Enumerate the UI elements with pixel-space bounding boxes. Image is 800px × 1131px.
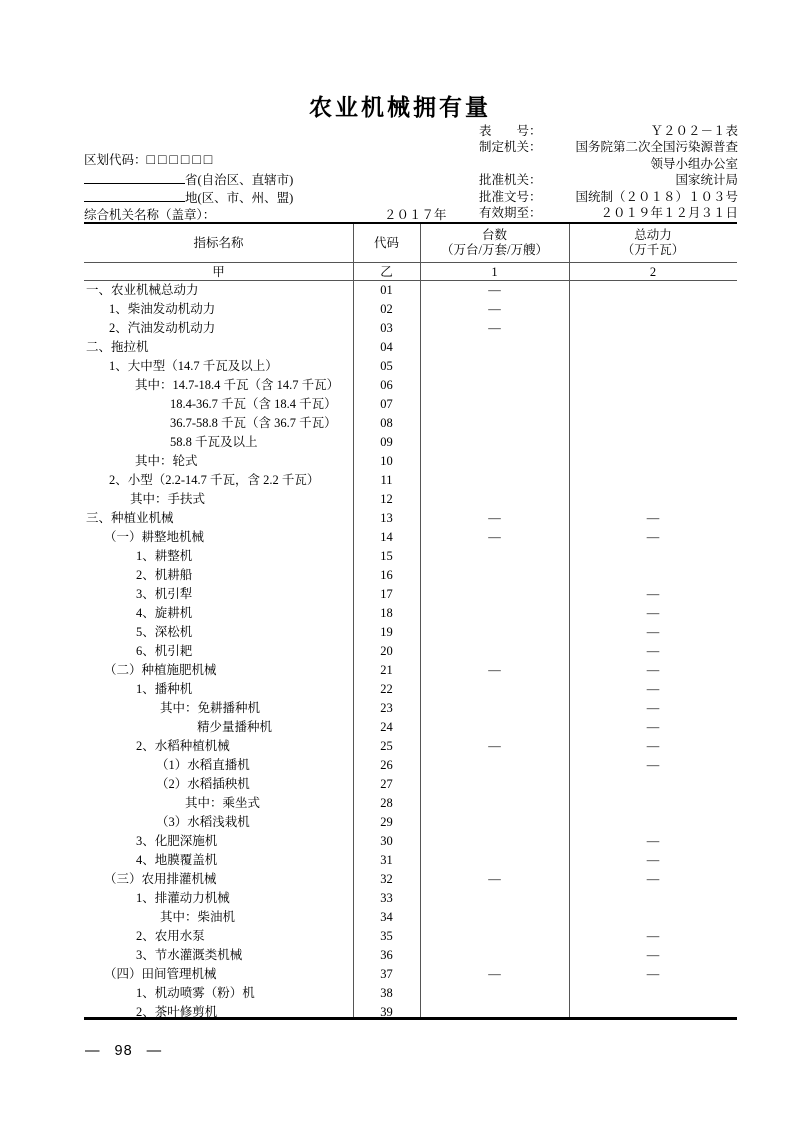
indicator-code: 07 — [380, 397, 393, 411]
indicator-code: 27 — [380, 777, 393, 791]
indicator-code: 06 — [380, 378, 393, 392]
indicator-code: 34 — [380, 910, 393, 924]
column-divider — [353, 224, 354, 1017]
table-row — [84, 433, 737, 452]
meta-label: 表 号： — [479, 124, 542, 138]
table-row — [84, 319, 737, 338]
power-value — [569, 414, 737, 433]
units-value — [420, 357, 569, 376]
region-code-label: 区划代码： — [84, 153, 147, 167]
power-value: — — [646, 758, 660, 772]
indicator-name: 1、耕整机 — [136, 549, 193, 563]
meta-label: 批准机关： — [479, 173, 542, 188]
power-value: — — [646, 682, 660, 696]
units-value — [420, 946, 569, 965]
indicator-code: 11 — [380, 473, 393, 487]
indicator-code: 38 — [380, 986, 393, 1000]
power-value — [569, 889, 737, 908]
indicator-name: （四）田间管理机械 — [104, 967, 217, 981]
province-blank-underline — [84, 172, 185, 184]
form-meta-right — [479, 123, 738, 221]
units-value — [420, 984, 569, 1003]
power-value: — — [646, 530, 660, 544]
indicator-name: 三、种植业机械 — [86, 511, 174, 525]
indicator-code: 08 — [380, 416, 393, 430]
power-value — [569, 813, 737, 832]
indicator-name: 其中：乘坐式 — [185, 796, 261, 810]
indicator-name: （一）耕整地机械 — [104, 530, 205, 544]
table-row — [84, 832, 737, 851]
meta-value: 领导小组办公室 — [650, 156, 738, 171]
meta-approval-number — [479, 189, 738, 205]
indicator-code: 12 — [380, 492, 393, 506]
indicator-code: 36 — [380, 948, 393, 962]
table-row — [84, 300, 737, 319]
indicator-code: 39 — [380, 1005, 393, 1019]
units-value — [420, 471, 569, 490]
units-value — [420, 756, 569, 775]
units-value: — — [488, 872, 501, 886]
indicator-name: 6、机引耙 — [136, 644, 193, 658]
units-value — [420, 718, 569, 737]
table-row — [84, 452, 737, 471]
table-row — [84, 623, 737, 642]
table-row — [84, 908, 737, 927]
indicator-name: 4、旋耕机 — [136, 606, 193, 620]
table-row — [84, 357, 737, 376]
units-value — [420, 452, 569, 471]
power-value — [569, 566, 737, 585]
units-value — [420, 585, 569, 604]
table-row — [84, 984, 737, 1003]
region-code-row — [84, 150, 464, 172]
table-row — [84, 756, 737, 775]
meta-label: 制定机关： — [479, 140, 542, 155]
units-value — [420, 376, 569, 395]
power-value: — — [646, 948, 660, 962]
table-row — [84, 927, 737, 946]
power-value: — — [646, 587, 660, 601]
power-value: — — [646, 663, 660, 677]
power-value — [569, 1003, 737, 1022]
indicator-name: （二）种植施肥机械 — [104, 663, 217, 677]
indicator-code: 22 — [380, 682, 393, 696]
power-value: — — [646, 701, 660, 715]
meta-approving-agency — [479, 172, 738, 188]
units-value — [420, 395, 569, 414]
indicator-name: 5、深松机 — [136, 625, 193, 639]
indicator-name: 2、水稻种植机械 — [136, 739, 230, 753]
power-value: — — [646, 511, 660, 525]
power-value — [569, 319, 737, 338]
indicator-name: 3、节水灌溉类机械 — [136, 948, 243, 962]
table-row — [84, 566, 737, 585]
table-row — [84, 870, 737, 889]
meta-valid-until — [479, 205, 738, 221]
units-value — [420, 547, 569, 566]
table-row — [84, 338, 737, 357]
table-row — [84, 851, 737, 870]
indicator-code: 26 — [380, 758, 393, 772]
indicator-code: 14 — [380, 530, 393, 544]
meta-issuing-agency-line2 — [479, 156, 738, 172]
power-value — [569, 775, 737, 794]
table-subheader-row — [84, 263, 737, 281]
table-row — [84, 1003, 737, 1022]
page-title: 农业机械拥有量 — [309, 95, 491, 120]
indicator-name: 36.7-58.8 千瓦（含 36.7 千瓦） — [170, 416, 337, 430]
indicator-code: 03 — [380, 321, 393, 335]
indicator-name: 1、播种机 — [136, 682, 193, 696]
indicators-table — [84, 222, 737, 1020]
units-value: — — [488, 530, 501, 544]
power-value: — — [646, 720, 660, 734]
power-value — [569, 376, 737, 395]
indicator-name: （三）农用排灌机械 — [104, 872, 217, 886]
indicator-name: （1）水稻直播机 — [156, 758, 250, 772]
units-value — [420, 889, 569, 908]
indicator-code: 33 — [380, 891, 393, 905]
indicator-code: 16 — [380, 568, 393, 582]
meta-form-number — [479, 123, 738, 139]
power-value — [569, 547, 737, 566]
meta-value: Ｙ２０２－１表 — [650, 124, 738, 138]
indicator-code: 30 — [380, 834, 393, 848]
prefecture-suffix-label: 地(区、市、州、盟) — [185, 191, 294, 205]
units-value — [420, 794, 569, 813]
table-row — [84, 680, 737, 699]
units-value — [420, 414, 569, 433]
units-value: — — [488, 739, 501, 753]
power-value — [569, 471, 737, 490]
units-value — [420, 832, 569, 851]
indicator-name: 二、拖拉机 — [86, 340, 149, 354]
power-value — [569, 794, 737, 813]
units-value — [420, 642, 569, 661]
subheader-1: 1 — [491, 264, 498, 279]
power-value: — — [646, 625, 660, 639]
power-value — [569, 357, 737, 376]
power-value: — — [646, 739, 660, 753]
meta-value: 国务院第二次全国污染源普查 — [575, 140, 738, 155]
power-value — [569, 338, 737, 357]
table-row — [84, 509, 737, 528]
units-value — [420, 566, 569, 585]
power-value — [569, 490, 737, 509]
power-value: — — [646, 644, 660, 658]
table-body — [84, 281, 737, 1022]
column-divider — [569, 224, 570, 1017]
units-value — [420, 851, 569, 870]
subheader-yi: 乙 — [380, 264, 393, 279]
table-row — [84, 490, 737, 509]
power-value — [569, 908, 737, 927]
indicator-code: 17 — [380, 587, 393, 601]
indicator-name: 4、地膜覆盖机 — [136, 853, 218, 867]
units-value — [420, 908, 569, 927]
meta-label: 批准文号： — [479, 189, 542, 204]
indicator-name: 2、机耕船 — [136, 568, 193, 582]
power-value — [569, 452, 737, 471]
indicator-code: 01 — [380, 283, 393, 297]
indicator-code: 18 — [380, 606, 393, 620]
table-row — [84, 775, 737, 794]
indicator-name: 其中：轮式 — [135, 454, 198, 468]
org-name-label: 综合机关名称（盖章）： — [84, 208, 216, 222]
indicator-code: 05 — [380, 359, 393, 373]
indicator-code: 10 — [380, 454, 393, 468]
indicator-code: 31 — [380, 853, 393, 867]
table-row — [84, 794, 737, 813]
indicator-code: 19 — [380, 625, 393, 639]
units-value: — — [488, 663, 501, 677]
table-row — [84, 471, 737, 490]
indicator-name: 其中：14.7-18.4 千瓦（含 14.7 千瓦） — [135, 378, 340, 392]
indicator-name: 2、小型（2.2-14.7 千瓦，含 2.2 千瓦） — [109, 473, 320, 487]
region-code-boxes: □□□□□□ — [146, 153, 216, 168]
units-value — [420, 775, 569, 794]
indicator-name: 18.4-36.7 千瓦（含 18.4 千瓦） — [170, 397, 337, 411]
indicator-code: 21 — [380, 663, 393, 677]
table-row — [84, 661, 737, 680]
province-row — [84, 172, 464, 190]
report-year: ２０１７年 — [384, 208, 447, 222]
indicator-name: 1、机动喷雾（粉）机 — [136, 986, 255, 1000]
prefecture-blank-underline — [84, 190, 185, 202]
indicator-code: 24 — [380, 720, 393, 734]
table-row — [84, 642, 737, 661]
prefecture-row — [84, 190, 464, 207]
indicator-code: 15 — [380, 549, 393, 563]
table-row — [84, 376, 737, 395]
column-divider — [420, 224, 421, 1017]
table-row — [84, 946, 737, 965]
subheader-2: 2 — [649, 264, 657, 279]
indicator-code: 13 — [380, 511, 393, 525]
power-value — [569, 300, 737, 319]
power-value — [569, 984, 737, 1003]
meta-label: 有效期至： — [479, 205, 542, 220]
units-value: — — [488, 511, 501, 525]
power-value — [569, 281, 737, 300]
units-value — [420, 604, 569, 623]
units-value — [420, 490, 569, 509]
units-value — [420, 927, 569, 946]
indicator-name: 2、农用水泵 — [136, 929, 205, 943]
indicator-name: 一、农业机械总动力 — [86, 283, 199, 297]
units-value — [420, 433, 569, 452]
header-units: 台数 （万台/万套/万艘） — [441, 228, 548, 257]
power-value: — — [646, 853, 660, 867]
power-value: — — [646, 967, 660, 981]
meta-value: 国家统计局 — [675, 173, 738, 188]
form-meta-left — [84, 150, 464, 224]
indicator-code: 28 — [380, 796, 393, 810]
indicator-code: 32 — [380, 872, 393, 886]
indicator-name: （3）水稻浅栽机 — [156, 815, 250, 829]
table-row — [84, 889, 737, 908]
indicator-name: 其中：柴油机 — [160, 910, 236, 924]
indicator-name: 2、茶叶修剪机 — [136, 1005, 218, 1019]
units-value — [420, 699, 569, 718]
power-value — [569, 395, 737, 414]
units-value — [420, 1003, 569, 1022]
table-row — [84, 604, 737, 623]
indicator-code: 29 — [380, 815, 393, 829]
indicator-name: （2）水稻插秧机 — [156, 777, 250, 791]
indicator-name: 1、柴油发动机动力 — [109, 302, 216, 316]
indicator-name: 1、排灌动力机械 — [136, 891, 230, 905]
units-value — [420, 680, 569, 699]
province-suffix-label: 省(自治区、直辖市) — [185, 173, 294, 187]
table-row — [84, 699, 737, 718]
units-value — [420, 338, 569, 357]
power-value: — — [646, 929, 660, 943]
indicator-code: 20 — [380, 644, 393, 658]
table-row — [84, 395, 737, 414]
power-value: — — [646, 872, 660, 886]
header-indicator-name: 指标名称 — [193, 235, 244, 250]
table-row — [84, 528, 737, 547]
table-header-row — [84, 224, 737, 263]
units-value: — — [488, 967, 501, 981]
indicator-code: 04 — [380, 340, 393, 354]
indicator-name: 1、大中型（14.7 千瓦及以上） — [109, 359, 278, 373]
indicator-code: 37 — [380, 967, 393, 981]
table-row — [84, 414, 737, 433]
meta-value: 国统制（２０１８）１０３号 — [575, 189, 738, 204]
table-row — [84, 281, 737, 300]
table-row — [84, 547, 737, 566]
indicator-code: 23 — [380, 701, 393, 715]
indicator-name: 3、机引犁 — [136, 587, 193, 601]
meta-value: ２０１９年１２月３１日 — [600, 205, 738, 220]
indicator-code: 25 — [380, 739, 393, 753]
header-code: 代码 — [373, 235, 399, 250]
units-value: — — [488, 321, 501, 335]
indicator-name: 精少量播种机 — [197, 720, 273, 734]
subheader-jia: 甲 — [212, 264, 225, 279]
power-value: — — [646, 606, 660, 620]
table-row — [84, 965, 737, 984]
units-value — [420, 623, 569, 642]
units-value: — — [488, 302, 501, 316]
table-row — [84, 813, 737, 832]
table-row — [84, 718, 737, 737]
indicator-name: 其中：手扶式 — [130, 492, 206, 506]
meta-issuing-agency — [479, 139, 738, 155]
power-value: — — [646, 834, 660, 848]
units-value — [420, 813, 569, 832]
page-number: — 98 — — [85, 1043, 163, 1059]
indicator-name: 58.8 千瓦及以上 — [170, 435, 258, 449]
indicator-code: 02 — [380, 302, 393, 316]
power-value — [569, 433, 737, 452]
header-total-power: 总动力 （万千瓦） — [621, 228, 685, 257]
units-value: — — [488, 283, 501, 297]
table-row — [84, 585, 737, 604]
table-row — [84, 737, 737, 756]
indicator-code: 09 — [380, 435, 393, 449]
indicator-name: 其中：免耕播种机 — [160, 701, 261, 715]
indicator-code: 35 — [380, 929, 393, 943]
indicator-name: 3、化肥深施机 — [136, 834, 218, 848]
indicator-name: 2、汽油发动机动力 — [109, 321, 216, 335]
